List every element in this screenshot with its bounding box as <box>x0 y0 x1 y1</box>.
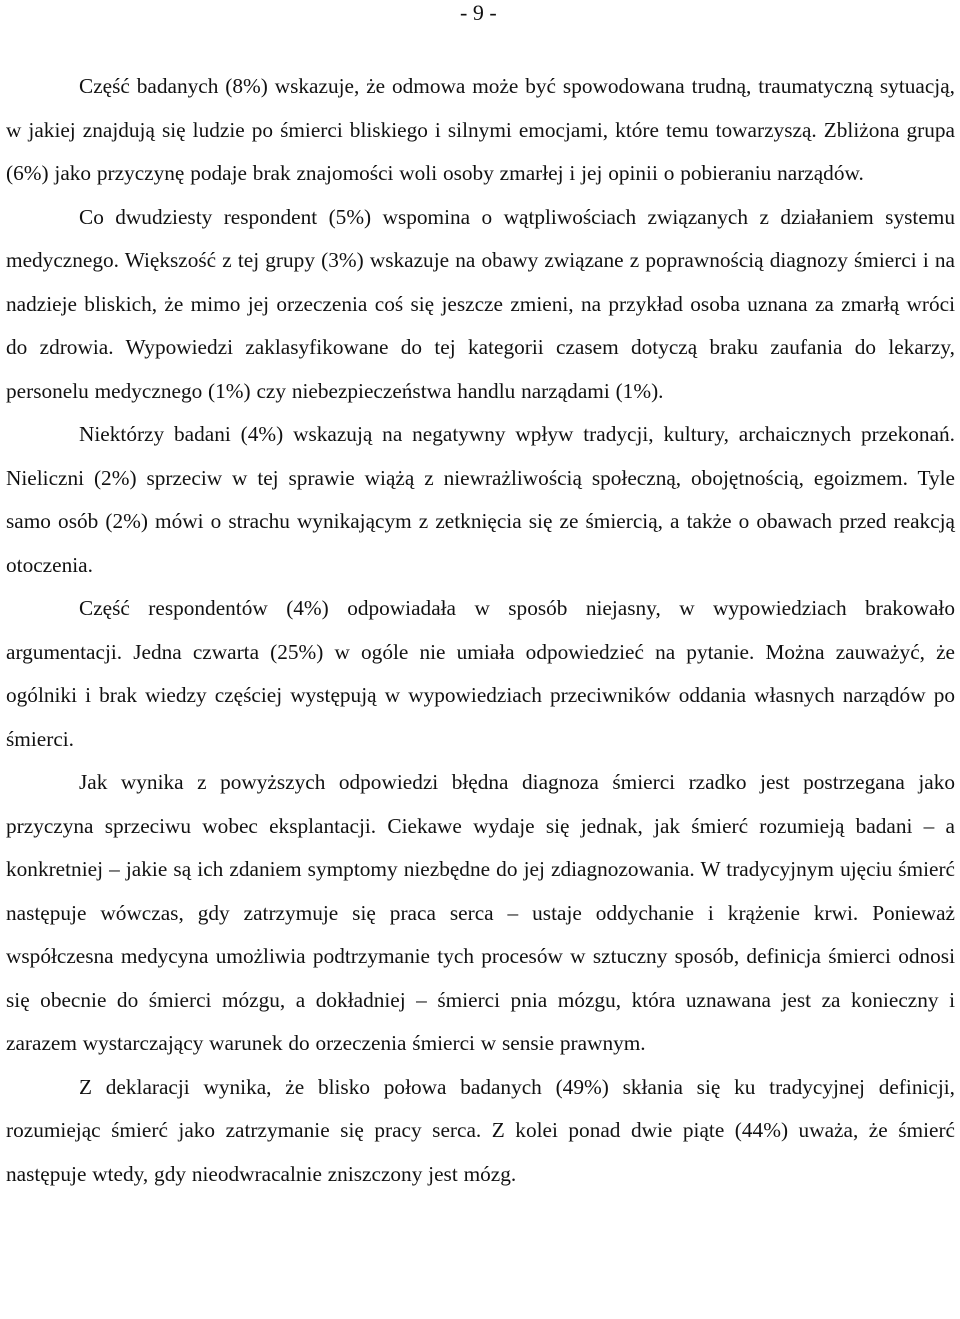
paragraph: Z deklaracji wynika, że blisko połowa badanych (49%) skłania się ku tradycyjnej definicji, rozumiejąc śmierć jako zatrzymanie się pracy serca. Z kolei ponad dwie piąte (44%) uważa, że śmierć następuje wtedy, gdy nieodwracalnie zniszczony jest mózg. <box>6 1074 955 1186</box>
paragraph: Co dwudziesty respondent (5%) wspomina o wątpliwościach związanych z działaniem systemu medycznego. Większość z tej grupy (3%) wskazuje na obawy związane z poprawnością diagnozy śmierci i na nadzieje bliskich, że mimo jej orzeczenia coś się jeszcze zmieni, na przykład osoba uznana za zmarłą wróci do zdrowia. Wypowiedzi zaklasyfikowane do tej kategorii czasem dotyczą braku zaufania do lekarzy, personelu medycznego (1%) czy niebezpieczeństwa handlu narządami (1%). <box>6 204 955 403</box>
paragraph: Część respondentów (4%) odpowiadała w sposób niejasny, w wypowiedziach brakowało argumentacji. Jedna czwarta (25%) w ogóle nie umiała odpowiedzieć na pytanie. Można zauważyć, że ogólniki i brak wiedzy częściej występują w wypowiedziach przeciwników oddania własnych narządów po śmierci. <box>6 596 955 751</box>
paragraph: Niektórzy badani (4%) wskazują na negatywny wpływ tradycji, kultury, archaicznych przekonań. Nieliczni (2%) sprzeciw w tej sprawie wiążą z niewrażliwością społeczną, obojętnością, egoizmem. Tyle samo osób (2%) mówi o strachu wynikającym z zetknięcia się ze śmiercią, a także o obawach przed reakcją otoczenia. <box>6 422 955 577</box>
document-body <box>6 65 955 1196</box>
paragraph: Część badanych (8%) wskazuje, że odmowa może być spowodowana trudną, traumatyczną sytuacją, w jakiej znajdują się ludzie po śmierci bliskiego i silnymi emocjami, które temu towarzyszą. Zbliżona grupa (6%) jako przyczynę podaje brak znajomości woli osoby zmarłej i jej opinii o pobieraniu narządów. <box>6 74 955 185</box>
paragraph: Jak wynika z powyższych odpowiedzi błędna diagnoza śmierci rzadko jest postrzegana jako przyczyna sprzeciwu wobec eksplantacji. Ciekawe wydaje się jednak, jak śmierć rozumieją badani – a konkretniej – jakie są ich zdaniem symptomy niezbędne do jej zdiagnozowania. W tradycyjnym ujęciu śmierć następuje wówczas, gdy zatrzymuje się praca serca – ustaje oddychanie i krążenie krwi. Ponieważ współczesna medycyna umożliwia podtrzymanie tych procesów w sztuczny sposób, definicja śmierci odnosi się obecnie do śmierci mózgu, a dokładniej – śmierci pnia mózgu, która uznawana jest za konieczny i zarazem wystarczający warunek do orzeczenia śmierci w sensie prawnym. <box>6 770 955 1055</box>
page-number: - 9 - <box>460 0 497 25</box>
